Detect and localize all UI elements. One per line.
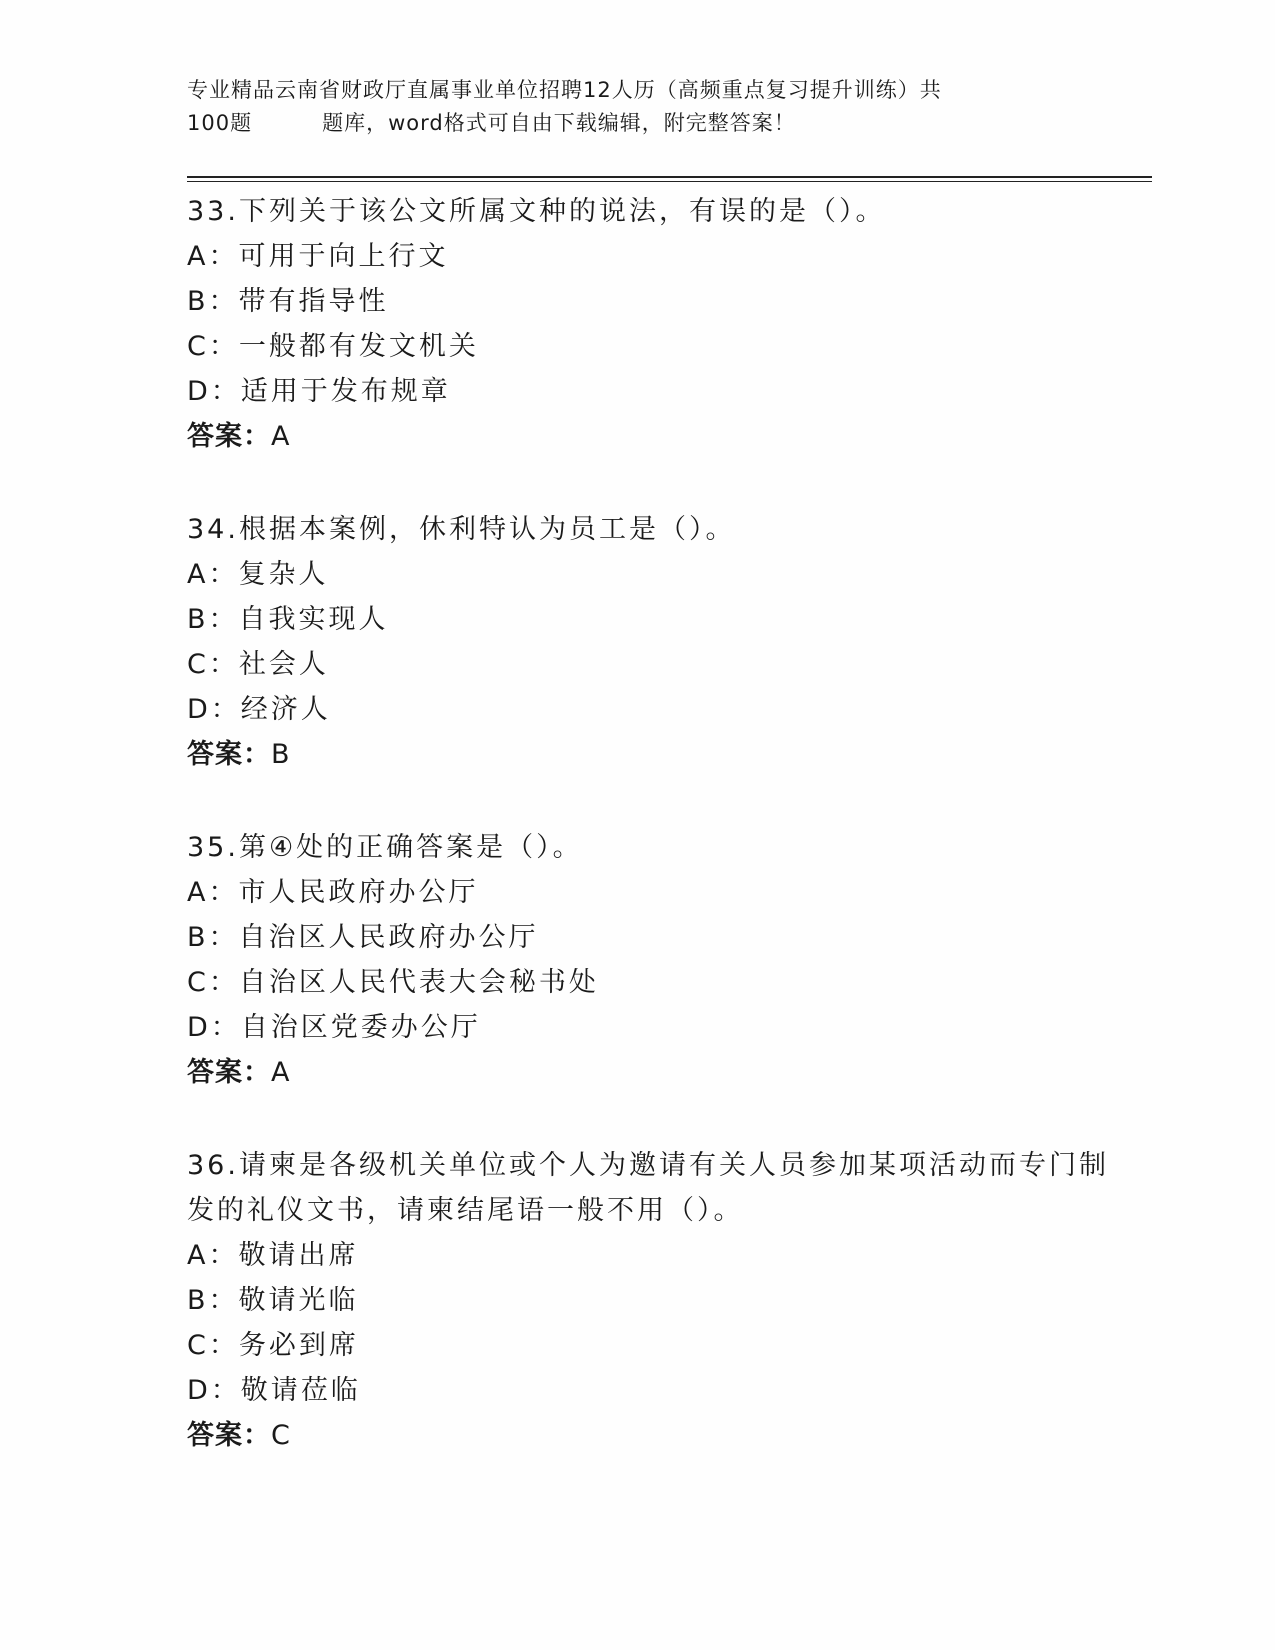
answer-label: 答案： bbox=[187, 739, 271, 770]
option-d: D：适用于发布规章 bbox=[187, 376, 451, 407]
answer-label: 答案： bbox=[187, 1057, 271, 1088]
question-35 bbox=[187, 825, 1087, 1095]
answer-value: C bbox=[271, 1420, 291, 1451]
option-c: C：自治区人民代表大会秘书处 bbox=[187, 967, 599, 998]
option-c: C：社会人 bbox=[187, 649, 329, 680]
question-stem: 34.根据本案例，休利特认为员工是（）。 bbox=[187, 514, 736, 545]
question-stem-line-2: 发的礼仪文书，请柬结尾语一般不用（）。 bbox=[187, 1195, 744, 1226]
option-b: B：自我实现人 bbox=[187, 604, 389, 635]
answer-line bbox=[187, 414, 1087, 459]
option-c: C：一般都有发文机关 bbox=[187, 331, 479, 362]
option-a: A：市人民政府办公厅 bbox=[187, 877, 479, 908]
option-a: A：敬请出席 bbox=[187, 1240, 359, 1271]
header-description: 题库，word格式可自由下载编辑，附完整答案！ bbox=[322, 111, 796, 135]
header-question-count: 100题 bbox=[187, 111, 253, 135]
question-stem-line-1: 36.请柬是各级机关单位或个人为邀请有关人员参加某项活动而专门制 bbox=[187, 1150, 1109, 1181]
answer-value: A bbox=[271, 1057, 291, 1088]
header-divider-thin bbox=[187, 181, 1152, 182]
answer-value: A bbox=[271, 421, 291, 452]
question-34 bbox=[187, 507, 1087, 777]
question-stem: 35.第④处的正确答案是（）。 bbox=[187, 832, 583, 863]
option-d: D：自治区党委办公厅 bbox=[187, 1012, 481, 1043]
question-stem: 33.下列关于该公文所属文种的说法，有误的是（）。 bbox=[187, 196, 886, 227]
header-divider-thick bbox=[187, 176, 1152, 178]
option-a: A：复杂人 bbox=[187, 559, 329, 590]
option-c: C：务必到席 bbox=[187, 1330, 359, 1361]
question-33 bbox=[187, 189, 1087, 459]
document-header bbox=[187, 74, 1087, 140]
answer-label: 答案： bbox=[187, 1420, 271, 1451]
option-b: B：敬请光临 bbox=[187, 1285, 359, 1316]
answer-line bbox=[187, 732, 1087, 777]
question-36 bbox=[187, 1143, 1109, 1458]
option-d: D：敬请莅临 bbox=[187, 1375, 361, 1406]
option-b: B：自治区人民政府办公厅 bbox=[187, 922, 539, 953]
answer-label: 答案： bbox=[187, 421, 271, 452]
header-title-line-1: 专业精品云南省财政厅直属事业单位招聘12人历（高频重点复习提升训练）共 bbox=[187, 78, 942, 102]
answer-line bbox=[187, 1050, 1087, 1095]
option-b: B：带有指导性 bbox=[187, 286, 389, 317]
answer-value: B bbox=[271, 739, 291, 770]
option-d: D：经济人 bbox=[187, 694, 331, 725]
option-a: A：可用于向上行文 bbox=[187, 241, 449, 272]
header-title-line-2 bbox=[187, 107, 1087, 140]
answer-line bbox=[187, 1413, 1087, 1458]
